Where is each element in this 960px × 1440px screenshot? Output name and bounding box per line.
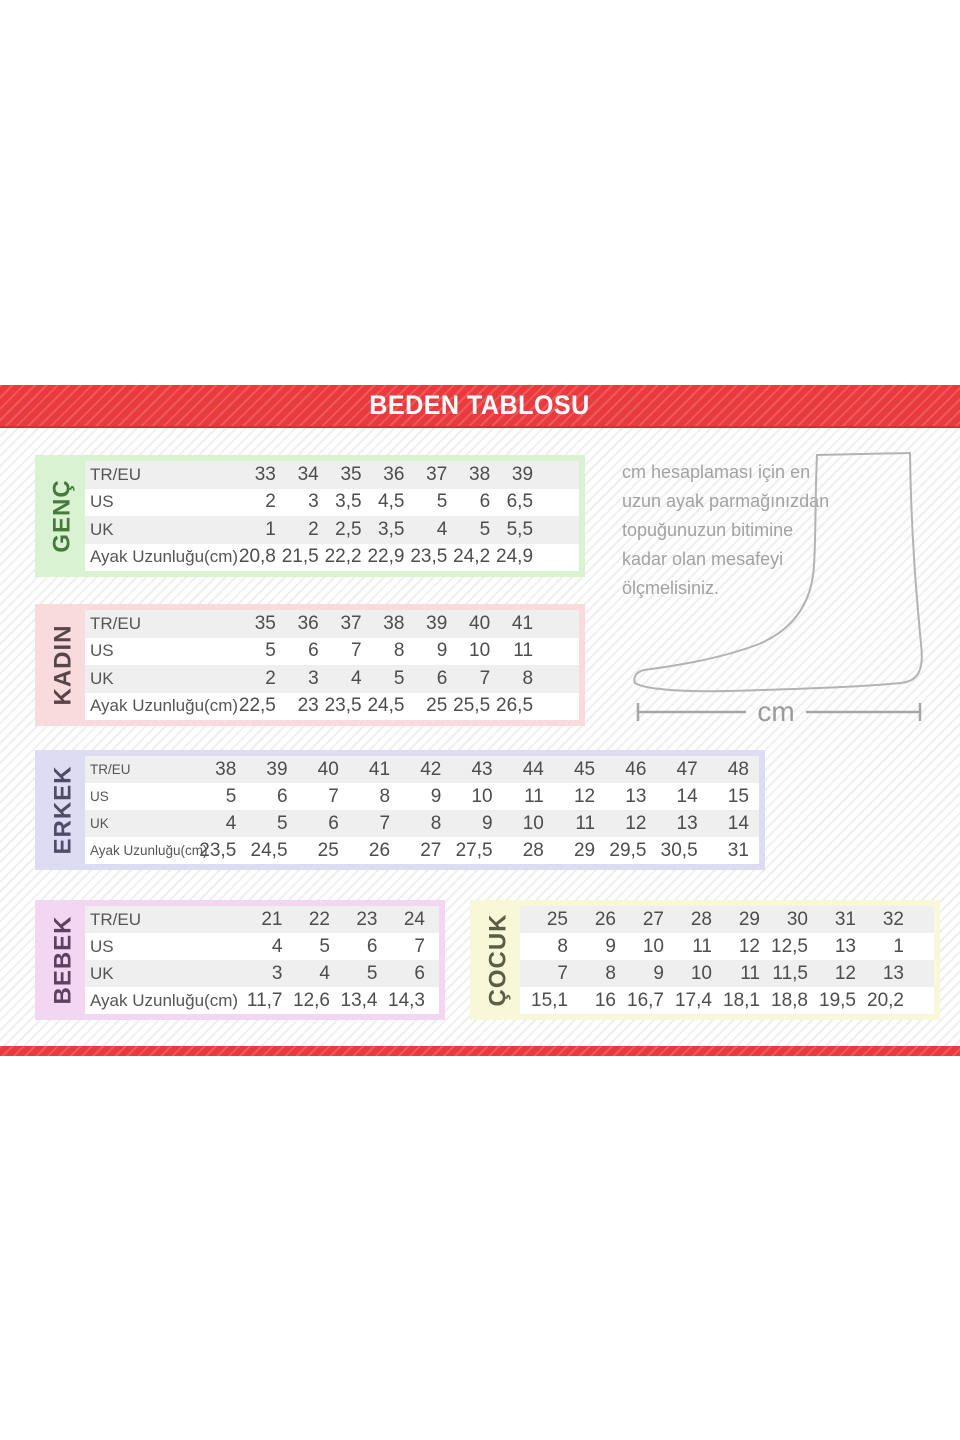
size-cell: 5,5 <box>506 518 534 540</box>
row-label: TR/EU <box>90 909 141 929</box>
size-cell: 9 <box>653 962 664 984</box>
size-cell: 6 <box>479 491 491 513</box>
size-cell: 13 <box>834 935 856 957</box>
size-cell: 5 <box>265 640 276 662</box>
size-cell: 14,3 <box>388 989 425 1011</box>
table-side-band <box>41 906 85 1014</box>
size-cell: 43 <box>471 758 493 780</box>
size-cell: 35 <box>254 612 276 634</box>
size-cell: 4,5 <box>378 491 405 513</box>
size-cell: 13 <box>882 962 904 984</box>
size-cell: 41 <box>368 758 391 780</box>
size-cell: 29 <box>738 908 760 930</box>
row-label: UK <box>90 816 109 831</box>
foot-measurement-diagram <box>618 440 943 735</box>
size-cell: 14 <box>727 812 749 834</box>
size-cell: 23,5 <box>410 546 448 568</box>
size-cell: 11 <box>740 962 760 984</box>
size-cell: 15,1 <box>531 989 568 1011</box>
row-label: Ayak Uzunluğu(cm) <box>90 843 208 858</box>
size-cell: 29 <box>573 839 596 861</box>
size-cell: 12 <box>573 785 596 807</box>
row-label: UK <box>90 519 114 539</box>
table-side-label: KADIN <box>49 624 76 706</box>
table-side-band <box>41 461 85 571</box>
size-cell: 4 <box>436 518 448 540</box>
row-label: US <box>90 641 114 661</box>
size-cell: 8 <box>379 785 391 807</box>
size-cell: 5 <box>225 785 237 807</box>
table-side-label: ÇOCUK <box>484 913 511 1007</box>
size-cell: 10 <box>522 812 544 834</box>
size-cell: 19,5 <box>819 989 856 1011</box>
size-cell: 6 <box>366 935 378 957</box>
row-label: TR/EU <box>90 613 141 633</box>
table-row <box>85 756 759 783</box>
size-cell: 28 <box>690 908 712 930</box>
size-cell: 2,5 <box>335 518 362 540</box>
table-row <box>520 960 934 987</box>
size-cell: 26,5 <box>496 695 534 717</box>
size-cell: 24,9 <box>496 546 534 568</box>
table-rows <box>85 906 439 1014</box>
size-cell: 23,5 <box>324 695 362 717</box>
size-cell: 38 <box>469 463 491 485</box>
size-cell: 32 <box>882 908 904 930</box>
size-cell: 8 <box>522 667 534 689</box>
row-label: Ayak Uzunluğu(cm) <box>90 696 239 716</box>
size-cell: 36 <box>297 612 319 634</box>
row-label: Ayak Uzunluğu(cm) <box>90 990 239 1010</box>
size-cell: 6 <box>436 667 448 689</box>
size-cell: 14 <box>676 785 698 807</box>
size-cell: 5 <box>436 491 448 513</box>
instruction-line: topuğunuzun bitimine <box>622 520 794 540</box>
size-cell: 7 <box>557 962 568 984</box>
size-cell: 39 <box>266 758 288 780</box>
size-cell: 7 <box>414 935 425 957</box>
size-cell: 41 <box>511 612 534 634</box>
table-row <box>85 783 759 810</box>
size-cell: 10 <box>471 785 493 807</box>
row-label: TR/EU <box>90 762 131 777</box>
size-cell: 9 <box>430 785 442 807</box>
size-cell: 25 <box>426 695 448 717</box>
size-cell: 8 <box>557 935 568 957</box>
size-cell: 2 <box>265 667 276 689</box>
table-side-band <box>41 756 85 864</box>
size-cell: 22,9 <box>367 546 405 568</box>
size-cell: 48 <box>727 758 749 780</box>
size-cell: 10 <box>690 962 712 984</box>
size-cell: 21 <box>261 908 283 930</box>
size-cell: 25 <box>317 839 339 861</box>
size-cell: 10 <box>642 935 664 957</box>
size-cell: 12,5 <box>771 935 808 957</box>
size-cell: 1 <box>265 518 276 540</box>
size-cell: 12 <box>834 962 856 984</box>
table-row <box>85 516 579 544</box>
row-label: UK <box>90 668 114 688</box>
size-cell: 7 <box>351 640 362 662</box>
size-cell: 22,2 <box>324 546 362 568</box>
size-cell: 17,4 <box>675 989 712 1011</box>
size-cell: 12 <box>625 812 647 834</box>
size-cell: 36 <box>383 463 405 485</box>
table-row <box>85 610 579 638</box>
size-cell: 45 <box>573 758 596 780</box>
size-cell: 3 <box>308 491 319 513</box>
size-cell: 12,6 <box>293 989 330 1011</box>
size-cell: 24,5 <box>250 839 288 861</box>
size-cell: 20,8 <box>238 546 276 568</box>
size-cell: 27,5 <box>455 839 493 861</box>
size-cell: 5 <box>319 935 330 957</box>
size-cell: 16,7 <box>627 989 664 1011</box>
table-row <box>85 461 579 489</box>
size-cell: 8 <box>605 962 616 984</box>
row-label: UK <box>90 963 114 983</box>
size-cell: 37 <box>340 612 362 634</box>
instruction-line: cm hesaplaması için en <box>622 462 811 482</box>
size-cell: 5 <box>479 518 491 540</box>
size-cell: 4 <box>351 667 362 689</box>
size-cell: 23 <box>297 695 319 717</box>
table-row <box>520 987 934 1014</box>
size-cell: 28 <box>522 839 544 861</box>
size-cell: 38 <box>383 612 405 634</box>
size-cell: 13 <box>676 812 698 834</box>
table-row <box>85 810 759 837</box>
size-cell: 3,5 <box>335 491 362 513</box>
size-cell: 3 <box>308 667 319 689</box>
size-cell: 7 <box>479 667 491 689</box>
size-cell: 22 <box>308 908 330 930</box>
size-cell: 37 <box>426 463 448 485</box>
size-cell: 21,5 <box>281 546 319 568</box>
size-cell: 9 <box>482 812 493 834</box>
size-cell: 9 <box>436 640 448 662</box>
size-cell: 34 <box>297 463 319 485</box>
size-table-bebek <box>35 900 445 1020</box>
size-cell: 46 <box>625 758 647 780</box>
size-cell: 4 <box>225 812 237 834</box>
size-cell: 11 <box>692 935 712 957</box>
table-rows <box>520 906 934 1014</box>
size-cell: 11,7 <box>246 989 283 1011</box>
table-row <box>85 933 439 960</box>
row-label: US <box>90 789 109 804</box>
size-cell: 11 <box>524 785 544 807</box>
table-row <box>85 665 579 693</box>
size-cell: 2 <box>265 491 276 513</box>
size-cell: 4 <box>271 935 283 957</box>
size-cell: 31 <box>834 908 856 930</box>
size-cell: 23,5 <box>199 839 237 861</box>
table-rows <box>85 756 759 864</box>
footer-bar <box>0 1046 960 1056</box>
size-cell: 40 <box>317 758 339 780</box>
size-table-cocuk <box>470 900 940 1020</box>
table-row <box>85 837 759 864</box>
size-cell: 9 <box>605 935 616 957</box>
size-cell: 33 <box>254 463 276 485</box>
instruction-line: uzun ayak parmağınızdan <box>622 491 830 511</box>
size-cell: 13,4 <box>340 989 378 1011</box>
size-cell: 38 <box>215 758 237 780</box>
size-cell: 39 <box>511 463 534 485</box>
foot-outline-icon <box>634 453 921 691</box>
size-cell: 6 <box>276 785 288 807</box>
size-cell: 27 <box>420 839 442 861</box>
table-row <box>85 693 579 721</box>
table-row <box>85 987 439 1014</box>
size-cell: 2 <box>308 518 319 540</box>
size-cell: 8 <box>393 640 405 662</box>
size-cell: 24 <box>403 908 425 930</box>
size-cell: 24,2 <box>453 546 491 568</box>
size-cell: 29,5 <box>609 839 647 861</box>
size-table-kadin <box>35 604 585 726</box>
size-table-genc <box>35 455 585 577</box>
size-cell: 7 <box>328 785 339 807</box>
table-rows <box>85 610 579 720</box>
size-cell: 26 <box>368 839 391 861</box>
size-cell: 24,5 <box>367 695 405 717</box>
size-cell: 5 <box>393 667 405 689</box>
size-cell: 15 <box>727 785 749 807</box>
size-cell: 10 <box>469 640 491 662</box>
size-cell: 23 <box>356 908 378 930</box>
table-side-label: BEBEK <box>49 915 77 1005</box>
cm-unit-label: cm <box>757 696 795 727</box>
table-rows <box>85 461 579 571</box>
size-cell: 27 <box>642 908 664 930</box>
size-cell: 16 <box>594 989 616 1011</box>
table-side-band <box>41 610 85 720</box>
table-row <box>520 906 934 933</box>
table-side-label: ERKEK <box>49 765 77 855</box>
size-table-erkek <box>35 750 765 870</box>
size-cell: 20,2 <box>867 989 904 1011</box>
table-row <box>85 544 579 572</box>
size-cell: 25,5 <box>453 695 491 717</box>
size-cell: 13 <box>625 785 647 807</box>
instruction-line: kadar olan mesafeyi <box>622 549 784 569</box>
header-bar <box>0 385 960 428</box>
size-cell: 12 <box>738 935 760 957</box>
size-cell: 8 <box>430 812 442 834</box>
instruction-line: ölçmelisiniz. <box>622 578 720 598</box>
size-cell: 6 <box>328 812 339 834</box>
size-cell: 6 <box>414 962 425 984</box>
size-cell: 18,8 <box>771 989 808 1011</box>
size-cell: 30,5 <box>660 839 698 861</box>
size-cell: 11 <box>513 640 534 662</box>
table-row <box>85 489 579 517</box>
row-label: US <box>90 492 114 512</box>
size-cell: 5 <box>366 962 378 984</box>
row-label: US <box>90 936 114 956</box>
size-cell: 47 <box>676 758 698 780</box>
row-label: Ayak Uzunluğu(cm) <box>90 547 239 567</box>
size-cell: 44 <box>522 758 544 780</box>
size-cell: 31 <box>727 839 749 861</box>
size-cell: 3 <box>271 962 283 984</box>
size-cell: 6 <box>308 640 319 662</box>
size-cell: 40 <box>469 612 491 634</box>
table-row <box>85 960 439 987</box>
size-cell: 26 <box>594 908 616 930</box>
size-cell: 7 <box>379 812 391 834</box>
row-label: TR/EU <box>90 464 141 484</box>
size-cell: 25 <box>546 908 568 930</box>
table-side-band <box>476 906 520 1014</box>
table-row <box>85 638 579 666</box>
size-cell: 42 <box>420 758 442 780</box>
size-cell: 18,1 <box>723 989 760 1011</box>
size-cell: 39 <box>426 612 448 634</box>
size-cell: 22,5 <box>238 695 276 717</box>
size-cell: 30 <box>786 908 808 930</box>
table-row <box>85 906 439 933</box>
size-cell: 11 <box>575 812 596 834</box>
size-cell: 4 <box>319 962 330 984</box>
size-cell: 11,5 <box>772 962 808 984</box>
size-cell: 3,5 <box>378 518 405 540</box>
size-cell: 6,5 <box>506 491 534 513</box>
size-cell: 5 <box>276 812 288 834</box>
table-row <box>520 933 934 960</box>
size-cell: 35 <box>340 463 362 485</box>
size-cell: 1 <box>893 935 904 957</box>
table-side-label: GENÇ <box>49 479 76 553</box>
page-title: BEDEN TABLOSU <box>369 390 591 420</box>
